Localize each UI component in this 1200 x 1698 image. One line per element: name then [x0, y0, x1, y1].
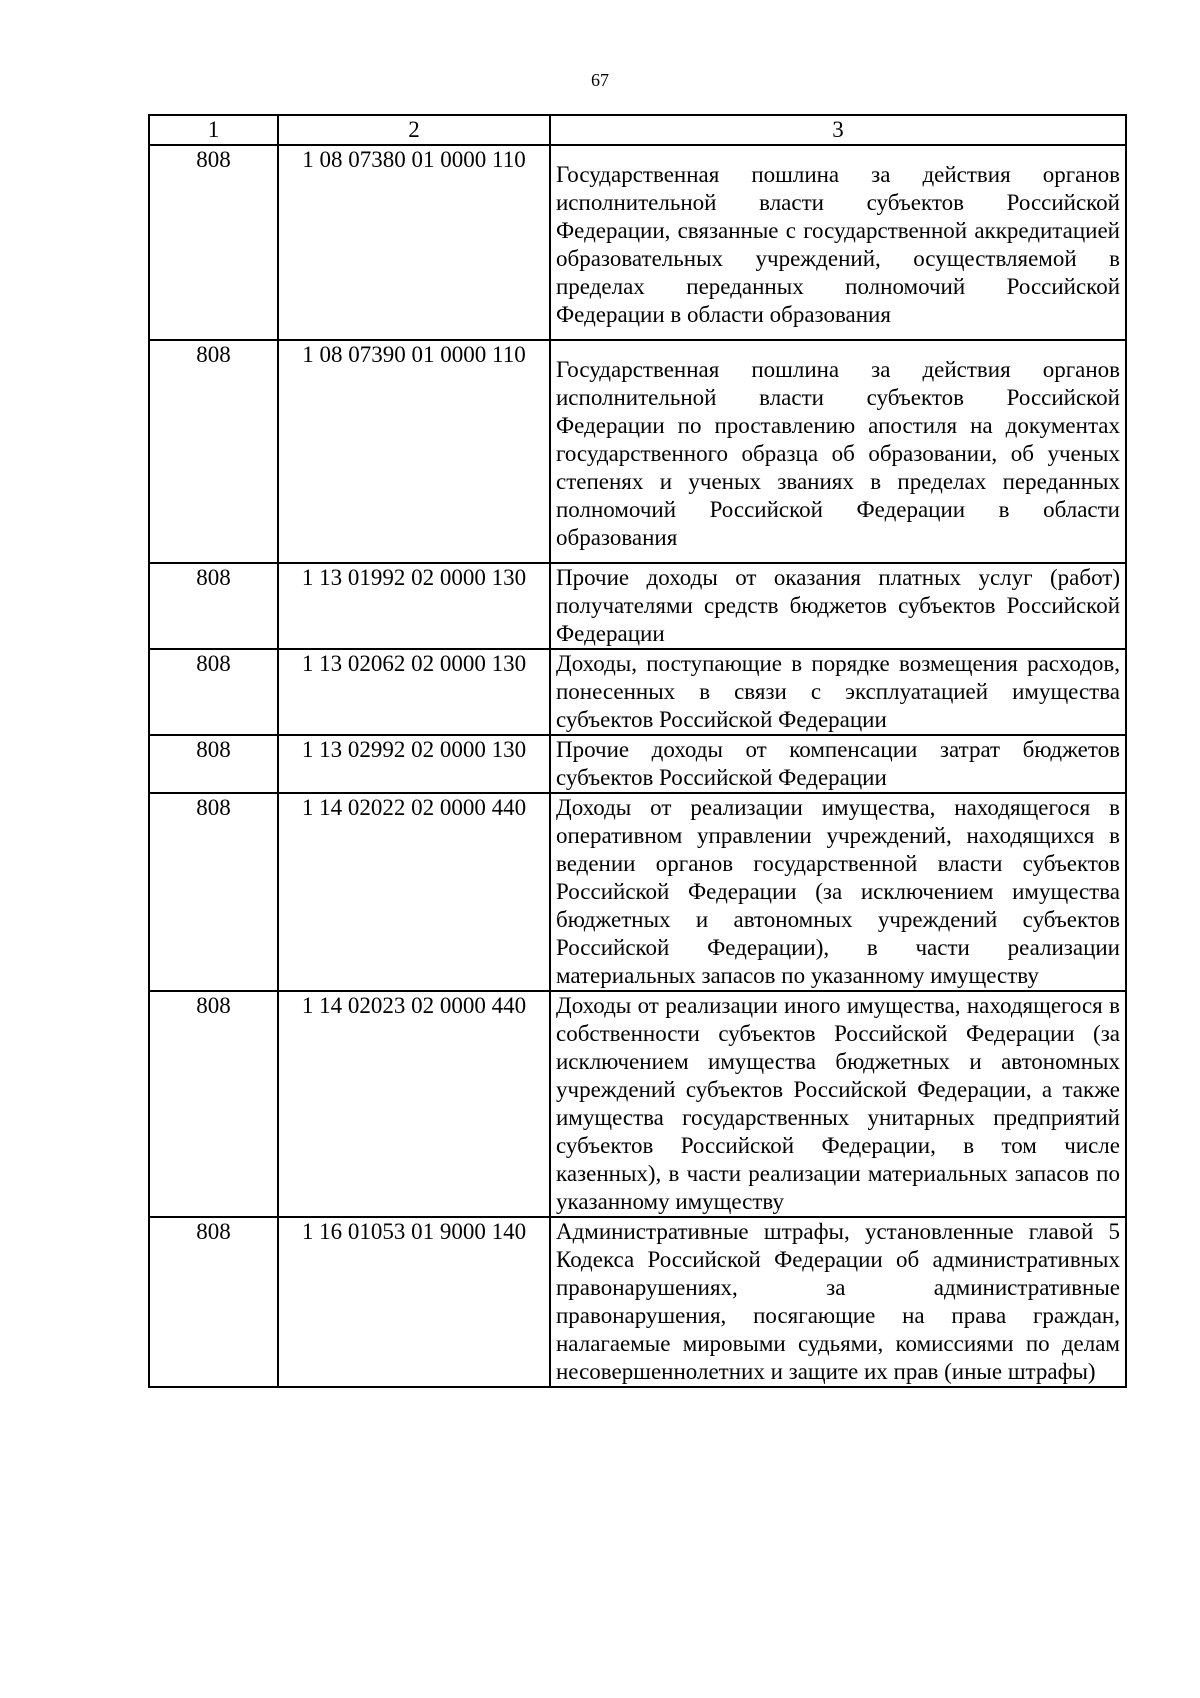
budget-code-cell: 1 08 07390 01 0000 110 — [278, 340, 550, 563]
revenue-codes-table — [148, 114, 1127, 1388]
admin-code-cell: 808 — [149, 649, 278, 735]
table-row — [149, 563, 1126, 649]
budget-code-cell: 1 13 02992 02 0000 130 — [278, 735, 550, 793]
budget-code-cell: 1 14 02023 02 0000 440 — [278, 991, 550, 1217]
description-cell: Государственная пошлина за действия органов исполнительной власти субъектов Российской Федерации, связанные с государственной аккредитацией образовательных учреждений, осуществляемой в пределах переданных полномочий Российской Федерации в области образования — [550, 145, 1126, 340]
admin-code-cell: 808 — [149, 735, 278, 793]
description-cell: Государственная пошлина за действия органов исполнительной власти субъектов Российской Федерации по проставлению апостиля на документах государственного образца об образовании, об ученых степенях и ученых званиях в пределах переданных полномочий Российской Федерации в области образования — [550, 340, 1126, 563]
description-cell: Административные штрафы, установленные главой 5 Кодекса Российской Федерации об административных правонарушениях, за административные правонарушения, посягающие на права граждан, налагаемые мировыми судьями, комиссиями по делам несовершеннолетних и защите их прав (иные штрафы) — [550, 1217, 1126, 1387]
table-row — [149, 793, 1126, 991]
admin-code-cell: 808 — [149, 991, 278, 1217]
table-row — [149, 735, 1126, 793]
description-cell: Прочие доходы от оказания платных услуг (работ) получателями средств бюджетов субъектов Российской Федерации — [550, 563, 1126, 649]
budget-code-cell: 1 08 07380 01 0000 110 — [278, 145, 550, 340]
description-cell: Доходы от реализации имущества, находящегося в оперативном управлении учреждений, находящихся в ведении органов государственной власти субъектов Российской Федерации (за исключением имущества бюджетных и автономных учреждений субъектов Российской Федерации), в части реализации материальных запасов по указанному имуществу — [550, 793, 1126, 991]
admin-code-cell: 808 — [149, 340, 278, 563]
description-cell: Прочие доходы от компенсации затрат бюджетов субъектов Российской Федерации — [550, 735, 1126, 793]
table-row — [149, 1217, 1126, 1387]
description-cell: Доходы от реализации иного имущества, находящегося в собственности субъектов Российской Федерации (за исключением имущества бюджетных и автономных учреждений субъектов Российской Федерации, а также имущества государственных унитарных предприятий субъектов Российской Федерации, в том числе казенных), в части реализации материальных запасов по указанному имуществу — [550, 991, 1126, 1217]
table-row — [149, 340, 1126, 563]
budget-code-cell: 1 14 02022 02 0000 440 — [278, 793, 550, 991]
admin-code-cell: 808 — [149, 145, 278, 340]
table-row — [149, 991, 1126, 1217]
budget-code-cell: 1 13 02062 02 0000 130 — [278, 649, 550, 735]
table-row — [149, 145, 1126, 340]
column-header-2: 2 — [278, 115, 550, 145]
table-row — [149, 649, 1126, 735]
admin-code-cell: 808 — [149, 563, 278, 649]
admin-code-cell: 808 — [149, 1217, 278, 1387]
table-header-row — [149, 115, 1126, 145]
budget-code-cell: 1 16 01053 01 9000 140 — [278, 1217, 550, 1387]
page-number: 67 — [591, 70, 609, 90]
column-header-3: 3 — [550, 115, 1126, 145]
column-header-1: 1 — [149, 115, 278, 145]
description-cell: Доходы, поступающие в порядке возмещения расходов, понесенных в связи с эксплуатацией имущества субъектов Российской Федерации — [550, 649, 1126, 735]
admin-code-cell: 808 — [149, 793, 278, 991]
budget-code-cell: 1 13 01992 02 0000 130 — [278, 563, 550, 649]
